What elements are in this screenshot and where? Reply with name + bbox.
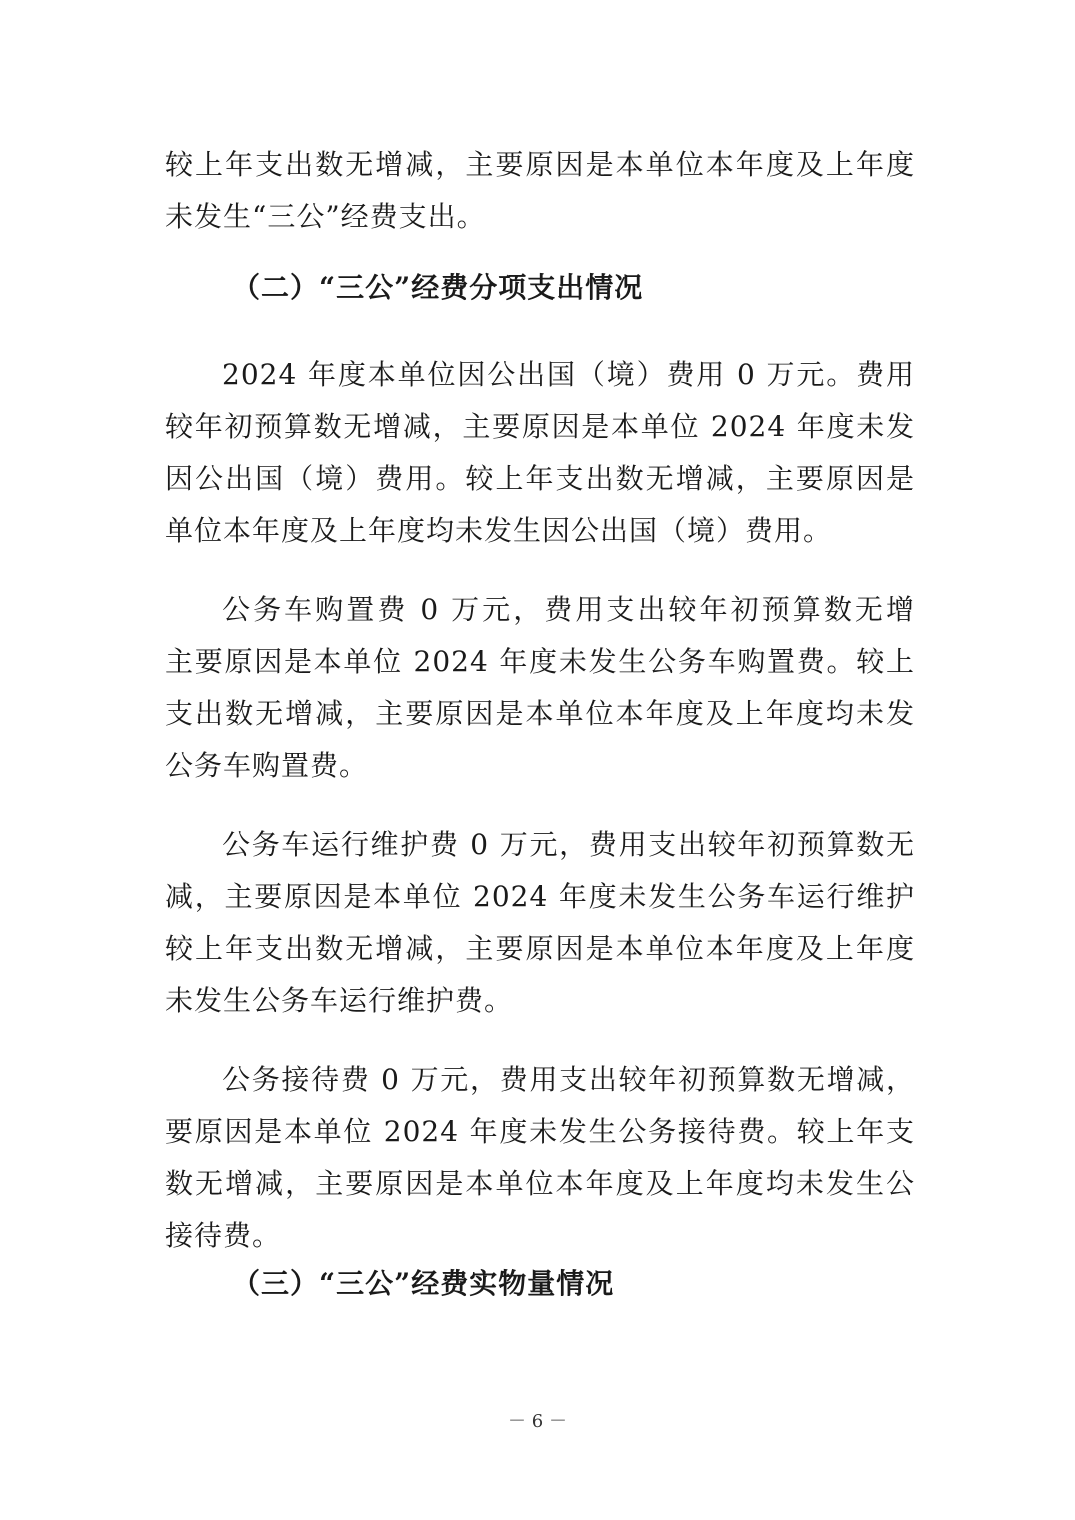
paragraph-line: 2024 年度本单位因公出国（境）费用 0 万元。费用 xyxy=(222,358,915,391)
paragraph-line: 公务车购置费 0 万元，费用支出较年初预算数无增 xyxy=(222,593,915,626)
paragraph-line: 公务接待费 0 万元，费用支出较年初预算数无增减， xyxy=(222,1063,915,1096)
paragraph-line: 接待费。 xyxy=(165,1219,282,1252)
paragraph-line: 公务车购置费。 xyxy=(165,749,369,782)
paragraph-line: 支出数无增减，主要原因是本单位本年度及上年度均未发 xyxy=(165,697,915,730)
paragraph-line: 数无增减，主要原因是本单位本年度及上年度均未发生公 xyxy=(165,1167,915,1200)
paragraph-line: 较上年支出数无增减，主要原因是本单位本年度及上年度 xyxy=(165,932,915,965)
paragraph-line: 较上年支出数无增减，主要原因是本单位本年度及上年度 xyxy=(165,148,915,181)
paragraph-line: 要原因是本单位 2024 年度未发生公务接待费。较上年支 xyxy=(165,1115,915,1148)
paragraph-line: 较年初预算数无增减，主要原因是本单位 2024 年度未发 xyxy=(165,410,915,443)
paragraph-line: 因公出国（境）费用。较上年支出数无增减，主要原因是 xyxy=(165,462,915,495)
paragraph-line: 公务车运行维护费 0 万元，费用支出较年初预算数无 xyxy=(222,828,915,861)
section-heading-2: （二）“三公”经费分项支出情况 xyxy=(232,271,644,304)
paragraph-line: 主要原因是本单位 2024 年度未发生公务车购置费。较上 xyxy=(165,645,915,678)
paragraph-line: 单位本年度及上年度均未发生因公出国（境）费用。 xyxy=(165,514,833,547)
section-heading-3: （三）“三公”经费实物量情况 xyxy=(232,1267,615,1300)
paragraph-line: 未发生“三公”经费支出。 xyxy=(165,200,486,233)
page-number: － 6 － xyxy=(508,1411,567,1432)
paragraph-line: 未发生公务车运行维护费。 xyxy=(165,984,514,1017)
paragraph-line: 减，主要原因是本单位 2024 年度未发生公务车运行维护 xyxy=(165,880,915,913)
